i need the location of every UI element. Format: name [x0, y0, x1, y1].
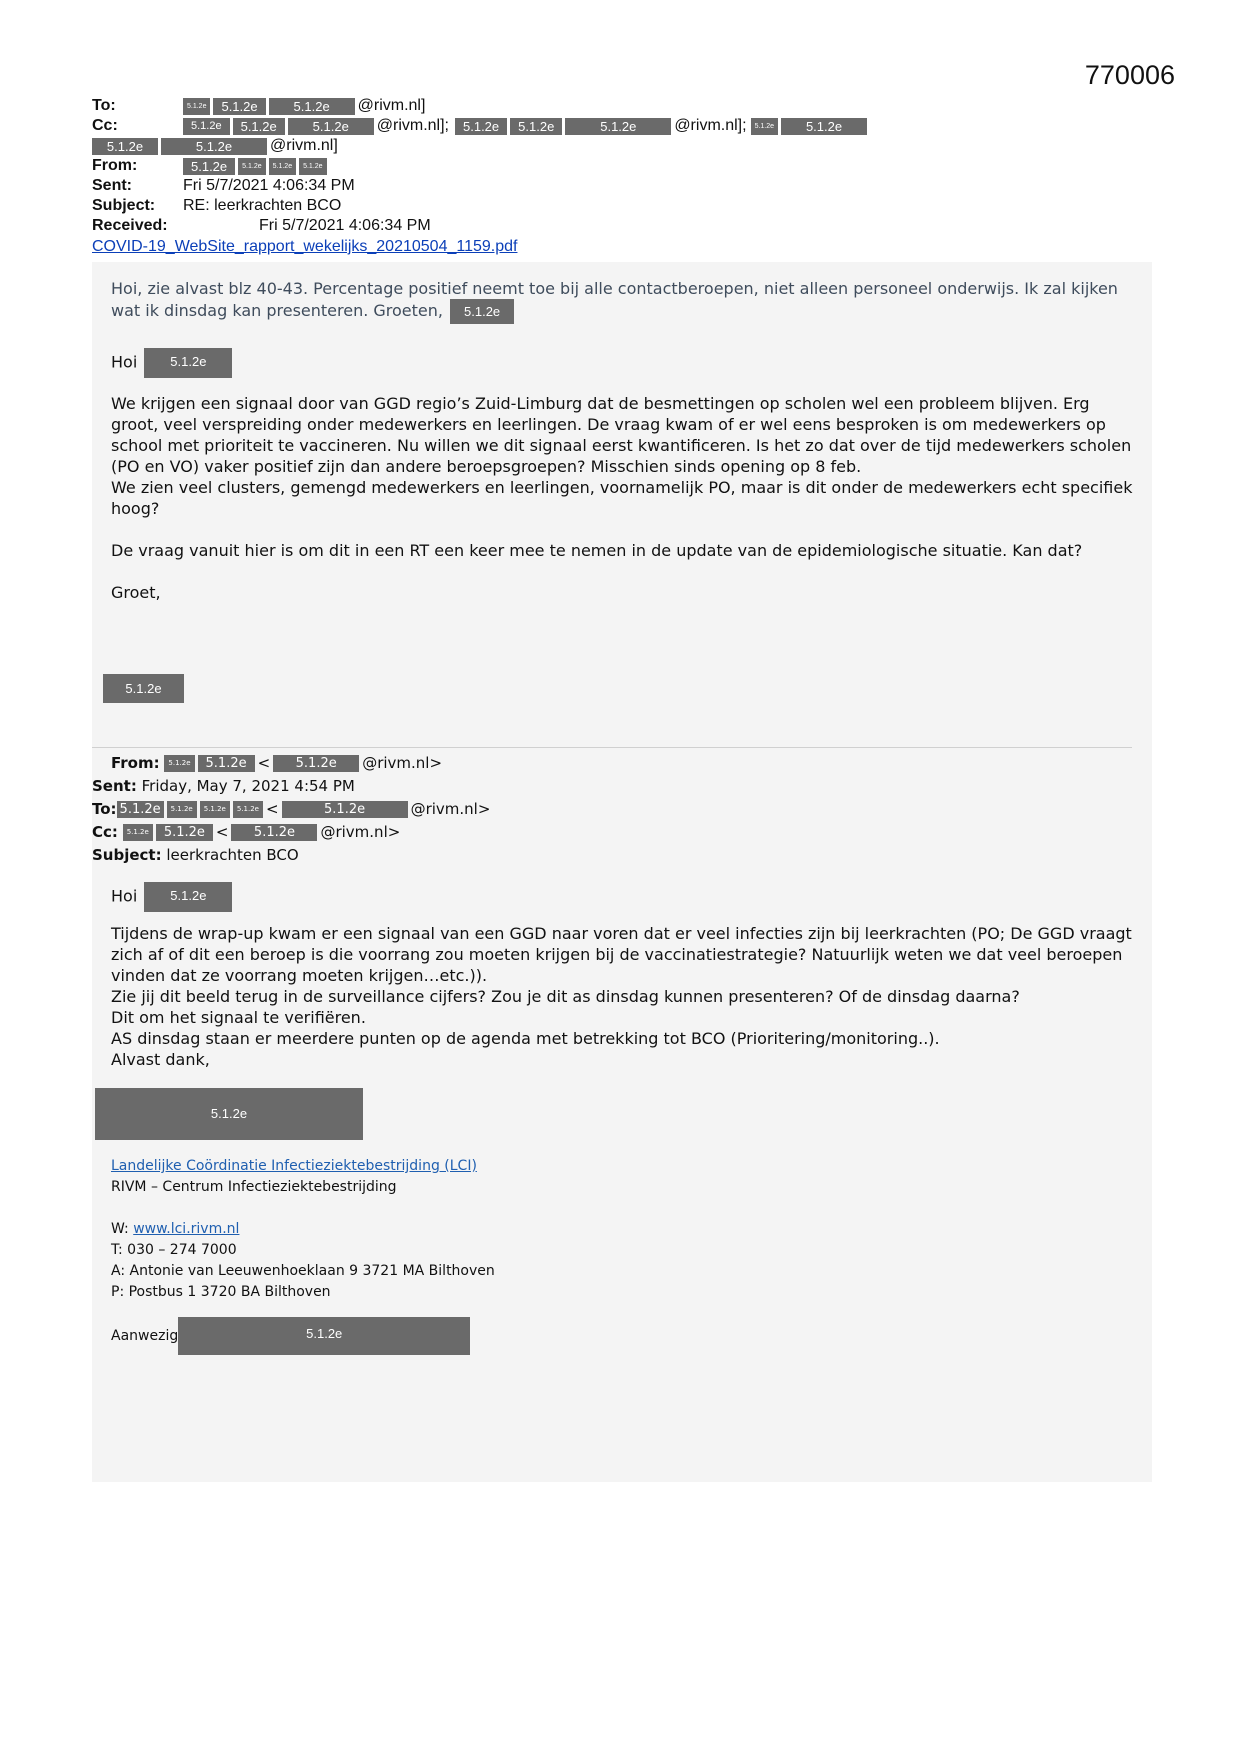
greeting: Hoi: [111, 886, 138, 906]
redaction: 5.1.2e: [273, 755, 359, 772]
paragraph: Dit om het signaal te verifiëren.: [111, 1008, 366, 1027]
closing: Groet,: [111, 583, 161, 602]
redaction: 5.1.2e: [200, 801, 230, 818]
redaction: 5.1.2e: [161, 138, 267, 155]
cc-suffix: @rivm.nl];: [674, 117, 747, 134]
closing: Alvast dank,: [111, 1050, 210, 1069]
fwd-to-row: To: 5.1.2e 5.1.2e 5.1.2e 5.1.2e < 5.1.2e @rivm.nl>: [92, 798, 1132, 821]
fwd-to-suffix: @rivm.nl>: [410, 800, 491, 818]
redaction: 5.1.2e: [164, 755, 194, 772]
fwd-subject-label: Subject:: [92, 846, 162, 864]
fwd-sent-label: Sent:: [92, 777, 137, 795]
greeting-row: [111, 348, 1136, 378]
sent-row: [92, 176, 1152, 196]
quoted-message: [111, 348, 1136, 603]
redaction: 5.1.2e: [288, 118, 374, 135]
email-header: [92, 96, 1152, 257]
greeting-row: [111, 882, 1136, 912]
received-label: Received:: [92, 217, 168, 234]
to-row: [92, 96, 1152, 116]
phone: T: 030 – 274 7000: [111, 1242, 237, 1258]
to-suffix: @rivm.nl]: [357, 97, 426, 114]
redaction: 5.1.2e: [183, 158, 235, 175]
presence-row: [111, 1317, 495, 1355]
sent-value: Fri 5/7/2021 4:06:34 PM: [183, 177, 355, 194]
redaction: 5.1.2e: [455, 118, 507, 135]
cc-row-cont: [92, 136, 1152, 156]
fwd-sent-row: [92, 775, 1132, 798]
redaction: 5.1.2e: [751, 118, 778, 135]
redaction: 5.1.2e: [178, 1317, 470, 1355]
subject-value: RE: leerkrachten BCO: [183, 197, 342, 214]
reply-message: [111, 278, 1136, 324]
paragraph: Tijdens de wrap-up kwam er een signaal van een GGD naar voren dat er veel infecties zijn bij leerkrachten (PO; De GGD vraagt zich af of dit een beroep is die voorrang zou moeten krijgen bij de vaccinatiestrategie? Natuurlijk weten we dat veel beroepen vinden dat ze voorrang moeten krijgen…etc.)).: [111, 924, 1132, 985]
cc-suffix: @rivm.nl]: [270, 137, 338, 154]
redaction: 5.1.2e: [299, 158, 326, 175]
redaction: 5.1.2e: [198, 755, 255, 772]
fwd-subject-row: [92, 844, 1132, 867]
org-link[interactable]: Landelijke Coördinatie Infectieziektebestrijding (LCI): [111, 1158, 477, 1174]
sent-label: Sent:: [92, 177, 132, 194]
redaction: 5.1.2e: [450, 299, 514, 324]
fwd-from-suffix: @rivm.nl>: [362, 754, 443, 772]
fwd-subject-value: leerkrachten BCO: [166, 846, 299, 864]
from-row: [92, 156, 1152, 176]
cc-row: [92, 116, 1152, 136]
received-value: Fri 5/7/2021 4:06:34 PM: [259, 217, 431, 234]
redaction: 5.1.2e: [510, 118, 562, 135]
paragraph: De vraag vanuit hier is om dit in een RT een keer mee te nemen in de update van de epidemiologische situatie. Kan dat?: [111, 541, 1083, 560]
redaction: 5.1.2e: [183, 118, 230, 135]
signature-name-redaction: 5.1.2e: [95, 1088, 363, 1140]
attachment-link[interactable]: COVID-19_WebSite_rapport_wekelijks_20210504_1159.pdf: [92, 238, 518, 255]
to-label: To:: [92, 97, 116, 114]
address: A: Antonie van Leeuwenhoeklaan 9 3721 MA Bilthoven: [111, 1263, 495, 1279]
subject-label: Subject:: [92, 197, 156, 214]
fwd-cc-suffix: @rivm.nl>: [320, 823, 401, 841]
redaction: 5.1.2e: [233, 118, 285, 135]
fwd-sent-value: Friday, May 7, 2021 4:54 PM: [141, 777, 355, 795]
from-label: From:: [92, 157, 138, 174]
web-link[interactable]: www.lci.rivm.nl: [133, 1221, 240, 1237]
redaction: 5.1.2e: [233, 801, 263, 818]
paragraph: AS dinsdag staan er meerdere punten op de agenda met betrekking tot BCO (Prioritering/monitoring..).: [111, 1029, 940, 1048]
redaction: 5.1.2e: [781, 118, 867, 135]
original-message: [111, 882, 1136, 1070]
reply-text: Hoi, zie alvast blz 40-43. Percentage positief neemt toe bij alle contactberoepen, niet alleen personeel onderwijs. Ik zal kijken wat ik dinsdag kan presenteren. Groeten,: [111, 279, 1118, 320]
document-number: 770006: [1084, 60, 1175, 90]
cc-label: Cc:: [92, 117, 118, 134]
paragraph: We krijgen een signaal door van GGD regio’s Zuid-Limburg dat de besmettingen op scholen wel een probleem blijven. Erg groot, veel verspreiding onder medewerkers en leerlingen. De vraag kwam of er wel eens besproken is om medewerkers op school met prioriteit te vaccineren. Nu willen we dit signaal eerst kwantificeren. Is het zo dat over de tijd medewerkers scholen (PO en VO) vaker positief zijn dan andere beroepsgroepen? Misschien sinds opening op 8 feb.: [111, 394, 1132, 476]
fwd-cc-row: Cc: 5.1.2e 5.1.2e < 5.1.2e @rivm.nl>: [92, 821, 1132, 844]
redaction: 5.1.2e: [103, 674, 184, 703]
greeting: Hoi: [111, 352, 138, 372]
redaction: 5.1.2e: [282, 801, 408, 818]
redaction: 5.1.2e: [156, 824, 213, 841]
redaction: 5.1.2e: [117, 801, 164, 818]
redaction: 5.1.2e: [269, 98, 355, 115]
redaction: 5.1.2e: [231, 824, 317, 841]
fwd-from-label: From:: [111, 754, 160, 772]
paragraph: We zien veel clusters, gemengd medewerkers en leerlingen, voornamelijk PO, maar is dit onder de medewerkers echt specifiek hoog?: [111, 478, 1133, 518]
web-label: W:: [111, 1221, 129, 1237]
email-body: [92, 262, 1152, 1482]
redaction: 5.1.2e: [213, 98, 265, 115]
presence-label: Aanwezig: [111, 1327, 179, 1344]
dept: RIVM – Centrum Infectieziektebestrijding: [111, 1179, 397, 1195]
redaction: 5.1.2e: [565, 118, 671, 135]
fwd-cc-label: Cc:: [92, 823, 118, 841]
forwarded-header: [92, 747, 1132, 867]
signature-block: [111, 1156, 495, 1355]
redaction: 5.1.2e: [183, 98, 210, 115]
received-row: [92, 216, 1152, 236]
redaction: 5.1.2e: [269, 158, 296, 175]
paragraph: Zie jij dit beeld terug in de surveillance cijfers? Zou je dit as dinsdag kunnen presenteren? Of de dinsdag daarna?: [111, 987, 1020, 1006]
redaction: 5.1.2e: [167, 801, 197, 818]
redaction: 5.1.2e: [123, 824, 153, 841]
fwd-from-row: From: 5.1.2e 5.1.2e < 5.1.2e @rivm.nl>: [92, 752, 1132, 775]
subject-row: [92, 196, 1152, 216]
redaction: 5.1.2e: [92, 138, 158, 155]
redaction: 5.1.2e: [144, 882, 232, 912]
web-row: [111, 1219, 495, 1240]
redaction: 5.1.2e: [238, 158, 265, 175]
redaction: 5.1.2e: [144, 348, 232, 378]
postal: P: Postbus 1 3720 BA Bilthoven: [111, 1284, 331, 1300]
cc-suffix: @rivm.nl];: [376, 117, 449, 134]
fwd-to-label: To:: [92, 800, 117, 818]
